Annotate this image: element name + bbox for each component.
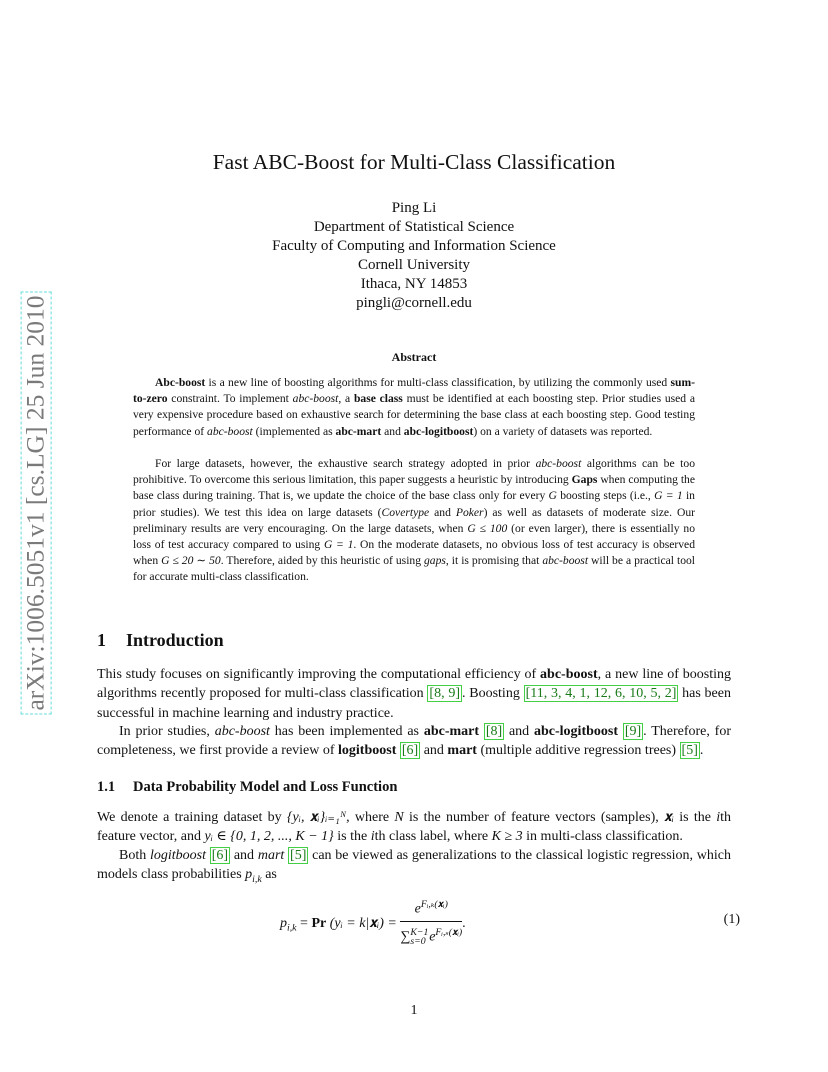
citation-link[interactable]: [5]	[681, 743, 698, 759]
equation-body: $p_{i,k} = Pr$ (yᵢ = k|𝐱ᵢ) = $\frac{e^{Fᵢ,_k(𝐱ᵢ)}}{\sum^{K-1}_{s=0} e^{Fᵢ,_s(𝐱ᵢ)}}$ .	[280, 896, 466, 953]
author-name: Ping Li	[391, 200, 437, 216]
citation-link[interactable]: [9]	[624, 724, 642, 739]
citation-link[interactable]: [6]	[211, 848, 229, 863]
section-heading-introduction: 1 Introduction	[97, 630, 224, 650]
citation-link[interactable]: [5]	[290, 848, 307, 863]
arxiv-id-link[interactable]: arXiv:1006.5051v1 [cs.LG] 25 Jun 2010	[21, 291, 52, 714]
equation-number: (1)	[723, 912, 740, 927]
citation-link[interactable]: [8, 9]	[429, 686, 460, 702]
citation-link[interactable]: [6]	[401, 743, 419, 759]
arxiv-side-stamp	[18, 268, 54, 738]
abstract-paragraph-2: For large datasets, however, the exhaustive search strategy adopted in prior abc-boost algorithms can be too prohibitive. To overcome this serious limitation, this paper suggests a heuristic by introducing Gaps when computing the base class during training. That is, we update the choice of the base class only for every G boosting steps (i.e., G = 1 in prior studies). We test this idea on large datasets (Covertype and Poker) as well as datasets of moderate size. Our preliminary results are very encouraging. On the large datasets, when G ≤ 100 (or even larger), there is essentially no loss of test accuracy compared to using G = 1. On the moderate datasets, no obvious loss of test accuracy is observed when G ≤ 20 ∼ 50. Therefore, aided by this heuristic of using gaps, it is promising that abc-boost will be a practical tool for accurate multi-class classification.	[133, 457, 696, 584]
equation-fraction	[400, 896, 462, 951]
fraction-numerator: $e^{Fᵢ,_k(𝐱ᵢ)}$	[400, 896, 462, 922]
citation-link[interactable]: [11, 3, 4, 1, 12, 6, 10, 5, 2]	[525, 686, 677, 702]
author-department: Department of Statistical Science	[313, 219, 515, 235]
subsection-heading-data-probability-model: 1.1 Data Probability Model and Loss Function	[97, 779, 398, 795]
page-number: 1	[410, 1003, 418, 1018]
intro-paragraph-2: In prior studies, abc-boost has been implemented as abc-mart [8] and abc-logitboost [9] . Therefore, for completeness, we first provide a review of logitboost [6] and mart (multiple additive regression trees) [5] .	[97, 724, 732, 759]
subsection-paragraph-1: We denote a training dataset by {yᵢ, 𝐱ᵢ}ᵢ₌₁ᴺ, where N is the number of feature vectors (samples), 𝐱ᵢ is the ith feature vector, and yᵢ ∈ {0, 1, 2, ..., K − 1} is the ith class label, where K ≥ 3 in multi-class classification.	[97, 810, 731, 845]
fraction-denominator: ∑$^{K-1}_{s=0}$ $e^{Fᵢ,_s(𝐱ᵢ)}$	[400, 926, 463, 948]
author-faculty: Faculty of Computing and Information Science	[272, 238, 556, 254]
citation-link[interactable]: [8]	[485, 724, 503, 739]
equation-1	[280, 896, 740, 946]
author-email: pingli@cornell.edu	[356, 295, 472, 311]
paper-title: Fast ABC-Boost for Multi-Class Classification	[212, 150, 616, 174]
subsection-paragraph-2: Both logitboost [6] and mart [5] can be viewed as generalizations to the classical logistic regression, which models class probabilities $p_{i,k}$ as	[97, 848, 732, 886]
intro-paragraph-1: This study focuses on significantly improving the computational efficiency of abc-boost, a new line of boosting algorithms recently proposed for multi-class classification [8, 9] . Boosting [11, 3, 4, 1, 12, 6, 10, 5, 2] has been successful in machine learning and industry practice.	[97, 667, 732, 721]
author-location: Ithaca, NY 14853	[360, 276, 468, 292]
abstract-paragraph-1: Abc-boost is a new line of boosting algorithms for multi-class classification, by utilizing the commonly used sum-to-zero constraint. To implement abc-boost, a base class must be identified at each boosting step. Prior studies used a very expensive procedure based on exhaustive search for determining the base class at each boosting step. Good testing performance of abc-boost (implemented as abc-mart and abc-logitboost) on a variety of datasets was reported.	[133, 376, 696, 438]
abstract-heading: Abstract	[391, 350, 437, 364]
author-university: Cornell University	[357, 257, 471, 273]
